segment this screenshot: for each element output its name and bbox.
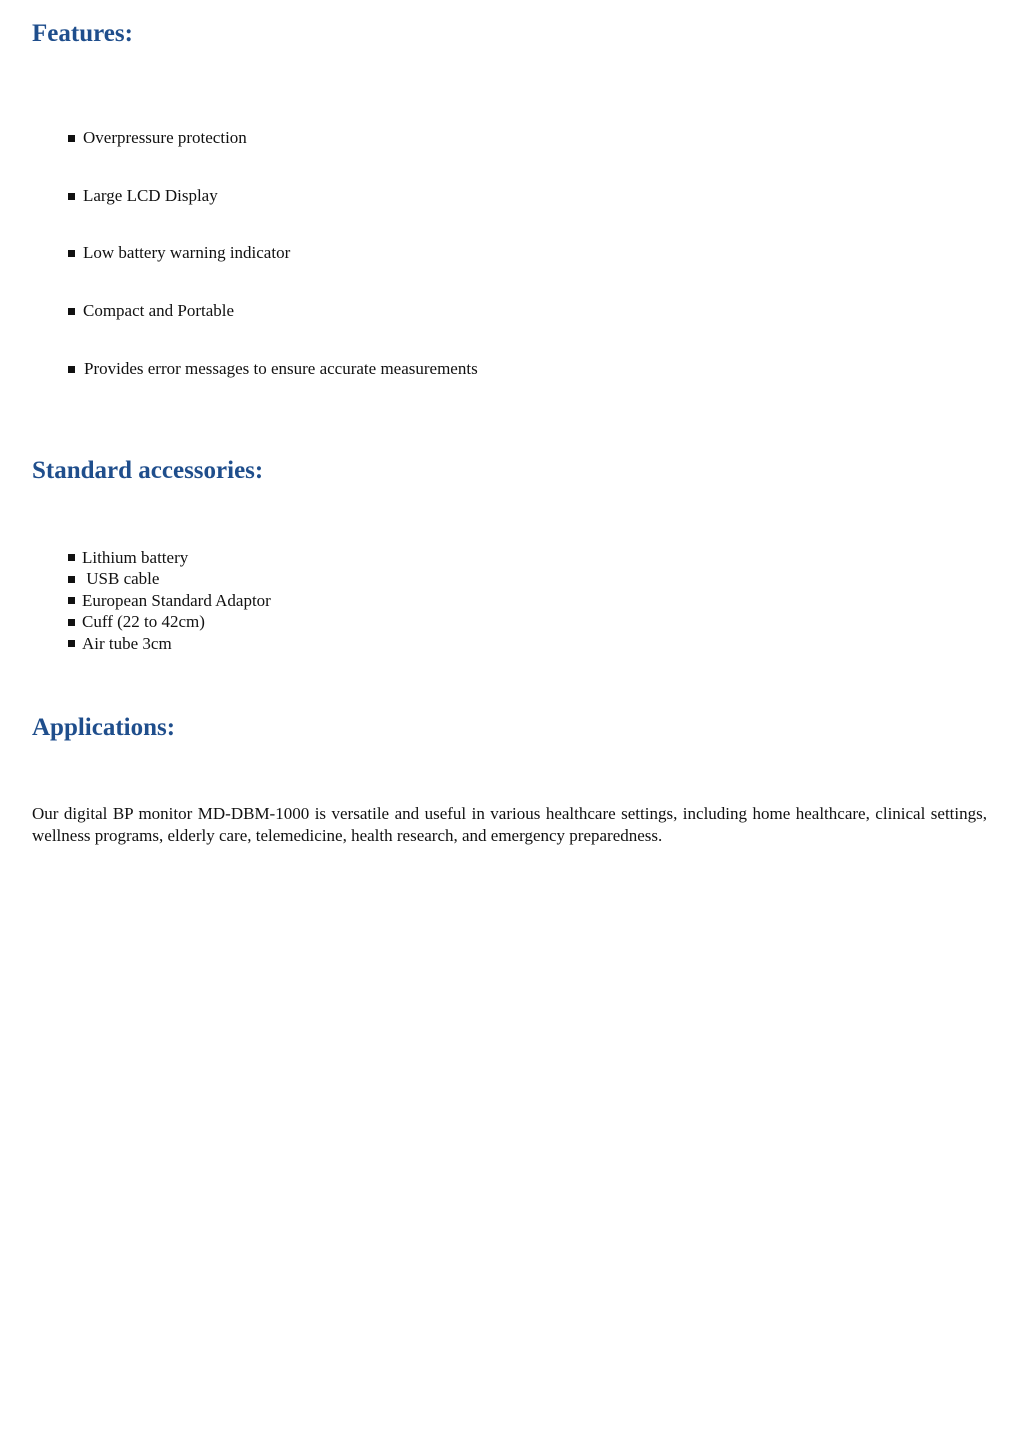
applications-paragraph: Our digital BP monitor MD-DBM-1000 is versatile and useful in various healthcare settings, including home healthcare, clinical settings, wellness programs, elderly care, telemedicine, health research, and emergency preparedness. (32, 804, 987, 845)
accessories-list (68, 547, 271, 655)
features-heading: Features: (32, 20, 133, 47)
feature-item-label: Provides error messages to ensure accurate measurements (84, 359, 478, 378)
accessory-item-label: Air tube 3cm (82, 633, 172, 653)
accessories-heading: Standard accessories: (32, 457, 264, 484)
feature-item (68, 300, 234, 322)
feature-item (68, 185, 218, 207)
applications-heading: Applications: (32, 714, 176, 741)
feature-item-label: Overpressure protection (83, 128, 247, 147)
accessory-item-label: USB cable (82, 569, 160, 589)
square-bullet-icon (68, 640, 75, 647)
accessory-item-label: Cuff (22 to 42cm) (82, 612, 205, 632)
square-bullet-icon (68, 366, 75, 373)
accessory-item (68, 590, 271, 612)
square-bullet-icon (68, 135, 75, 142)
accessory-item (68, 569, 271, 591)
accessory-item-label: Lithium battery (82, 547, 189, 567)
square-bullet-icon (68, 619, 75, 626)
square-bullet-icon (68, 597, 75, 604)
feature-item-label: Large LCD Display (83, 186, 218, 205)
square-bullet-icon (68, 193, 75, 200)
square-bullet-icon (68, 554, 75, 561)
accessory-item (68, 612, 271, 634)
accessory-item (68, 547, 271, 569)
feature-item (68, 127, 247, 149)
accessory-item-label: European Standard Adaptor (82, 590, 271, 610)
square-bullet-icon (68, 308, 75, 315)
square-bullet-icon (68, 576, 75, 583)
feature-item (68, 242, 290, 264)
feature-item-label: Low battery warning indicator (83, 243, 291, 262)
feature-item-label: Compact and Portable (83, 301, 235, 320)
feature-item (68, 358, 478, 380)
square-bullet-icon (68, 250, 75, 257)
accessory-item (68, 633, 271, 655)
